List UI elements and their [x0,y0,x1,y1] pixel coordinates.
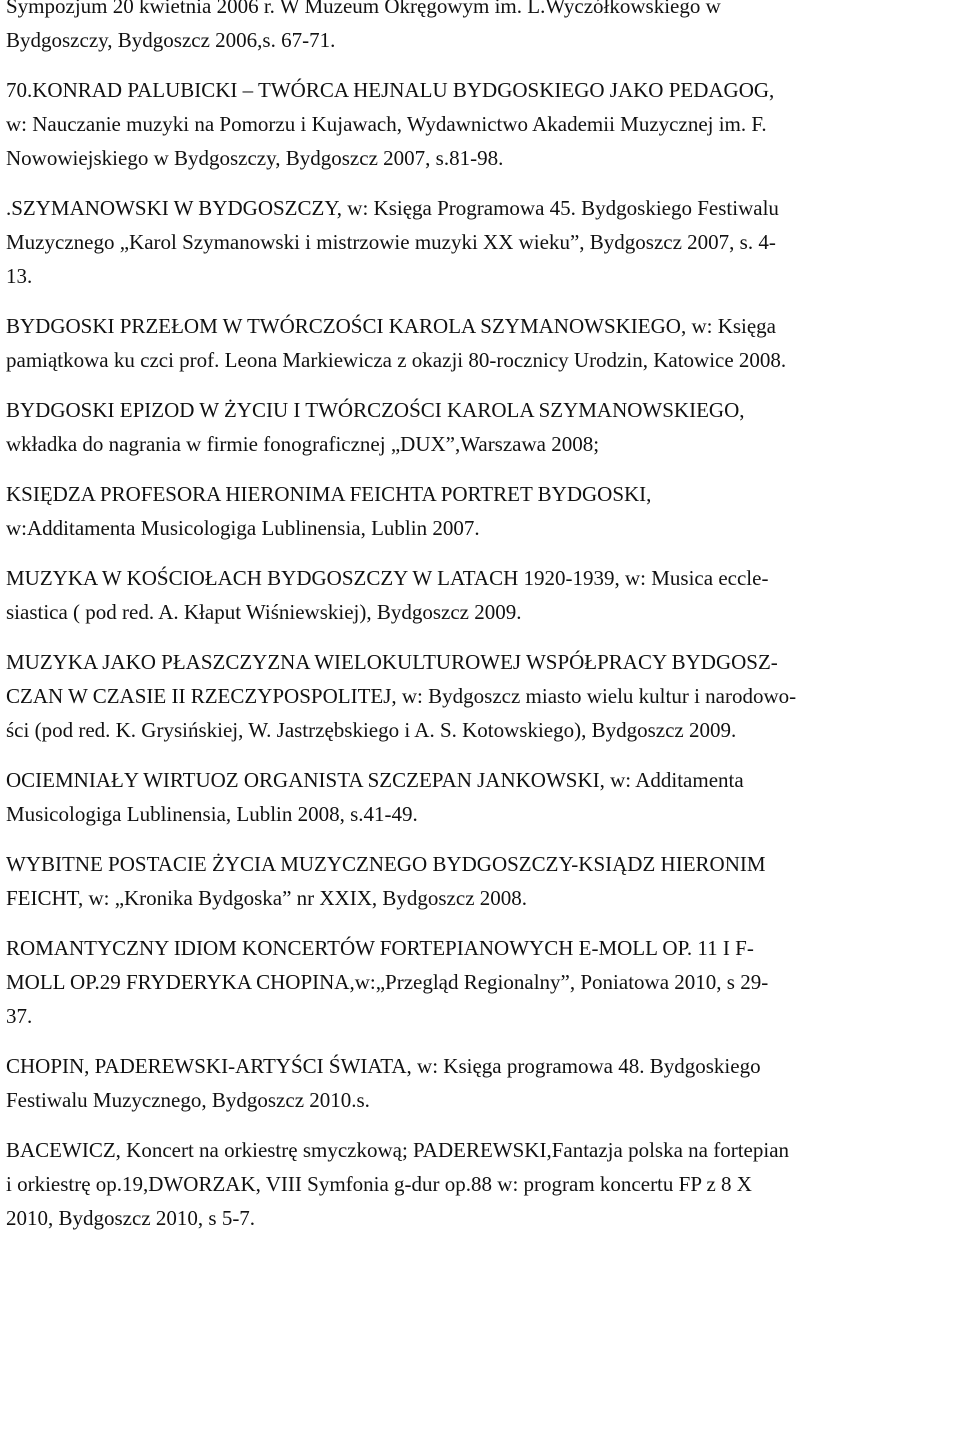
text-line: MUZYKA JAKO PŁASZCZYZNA WIELOKULTUROWEJ WSPÓŁPRACY BYDGOSZ- [6,650,778,674]
text-line: BYDGOSKI EPIZOD W ŻYCIU I TWÓRCZOŚCI KAROLA SZYMANOWSKIEGO, [6,398,745,422]
bibliography-entry [6,645,954,747]
text-line: Bydgoszczy, Bydgoszcz 2006,s. 67-71. [6,28,336,52]
text-line: .SZYMANOWSKI W BYDGOSZCZY, w: Księga Programowa 45. Bydgoskiego Festiwalu [6,196,779,220]
text-line: ści (pod red. K. Grysińskiej, W. Jastrzębskiego i A. S. Kotowskiego), Bydgoszcz 2009. [6,718,737,742]
bibliography-entry [6,1049,954,1117]
text-line: 13. [6,264,33,288]
bibliography-entry [6,931,954,1033]
text-line: MOLL OP.29 FRYDERYKA CHOPINA,w:„Przegląd Regionalny”, Poniatowa 2010, s 29- [6,970,769,994]
bibliography-entry [6,191,954,293]
text-line: 37. [6,1004,33,1028]
text-line: MUZYKA W KOŚCIOŁACH BYDGOSZCZY W LATACH 1920-1939, w: Musica eccle- [6,566,769,590]
text-line: pamiątkowa ku czci prof. Leona Markiewicza z okazji 80-rocznicy Urodzin, Katowice 2008. [6,348,787,372]
text-line: CHOPIN, PADEREWSKI-ARTYŚCI ŚWIATA, w: Księga programowa 48. Bydgoskiego [6,1054,761,1078]
text-line: BACEWICZ, Koncert na orkiestrę smyczkową; PADEREWSKI,Fantazja polska na fortepian [6,1138,790,1162]
bibliography-entry [6,393,954,461]
text-line: FEICHT, w: „Kronika Bydgoska” nr XXIX, Bydgoszcz 2008. [6,886,528,910]
text-line: 70.KONRAD PALUBICKI – TWÓRCA HEJNALU BYDGOSKIEGO JAKO PEDAGOG, [6,78,775,102]
text-line: Festiwalu Muzycznego, Bydgoszcz 2010.s. [6,1088,370,1112]
text-line: w: Nauczanie muzyki na Pomorzu i Kujawach, Wydawnictwo Akademii Muzycznej im. F. [6,112,767,136]
bibliography-entry [6,73,954,175]
bibliography-entry [6,847,954,915]
text-line: w:Additamenta Musicologiga Lublinensia, Lublin 2007. [6,516,480,540]
text-line: Sympozjum 20 kwietnia 2006 r. W Muzeum Okręgowym im. L.Wyczółkowskiego w [6,0,721,18]
text-line: Musicologiga Lublinensia, Lublin 2008, s.41-49. [6,802,418,826]
text-line: siastica ( pod red. A. Kłaput Wiśniewskiej), Bydgoszcz 2009. [6,600,522,624]
text-line: wkładka do nagrania w firmie fonograficznej „DUX”,Warszawa 2008; [6,432,600,456]
bibliography-entry [6,1133,954,1235]
text-line: ROMANTYCZNY IDIOM KONCERTÓW FORTEPIANOWYCH E-MOLL OP. 11 I F- [6,936,754,960]
text-line: OCIEMNIAŁY WIRTUOZ ORGANISTA SZCZEPAN JANKOWSKI, w: Additamenta [6,768,744,792]
text-line: BYDGOSKI PRZEŁOM W TWÓRCZOŚCI KAROLA SZYMANOWSKIEGO, w: Księga [6,314,777,338]
text-line: KSIĘDZA PROFESORA HIERONIMA FEICHTA PORTRET BYDGOSKI, [6,482,652,506]
text-line: i orkiestrę op.19,DWORZAK, VIII Symfonia g-dur op.88 w: program koncertu FP z 8 X [6,1172,752,1196]
bibliography-entry [6,309,954,377]
text-line: 2010, Bydgoszcz 2010, s 5-7. [6,1206,256,1230]
text-line: Nowowiejskiego w Bydgoszczy, Bydgoszcz 2007, s.81-98. [6,146,504,170]
text-line: Muzycznego „Karol Szymanowski i mistrzowie muzyki XX wieku”, Bydgoszcz 2007, s. 4- [6,230,776,254]
bibliography-entry [6,763,954,831]
text-line: CZAN W CZASIE II RZECZYPOSPOLITEJ, w: Bydgoszcz miasto wielu kultur i narodowo- [6,684,797,708]
bibliography-entry [6,477,954,545]
bibliography-entry [6,561,954,629]
text-line: WYBITNE POSTACIE ŻYCIA MUZYCZNEGO BYDGOSZCZY-KSIĄDZ HIERONIM [6,852,766,876]
bibliography-entry [6,0,954,57]
